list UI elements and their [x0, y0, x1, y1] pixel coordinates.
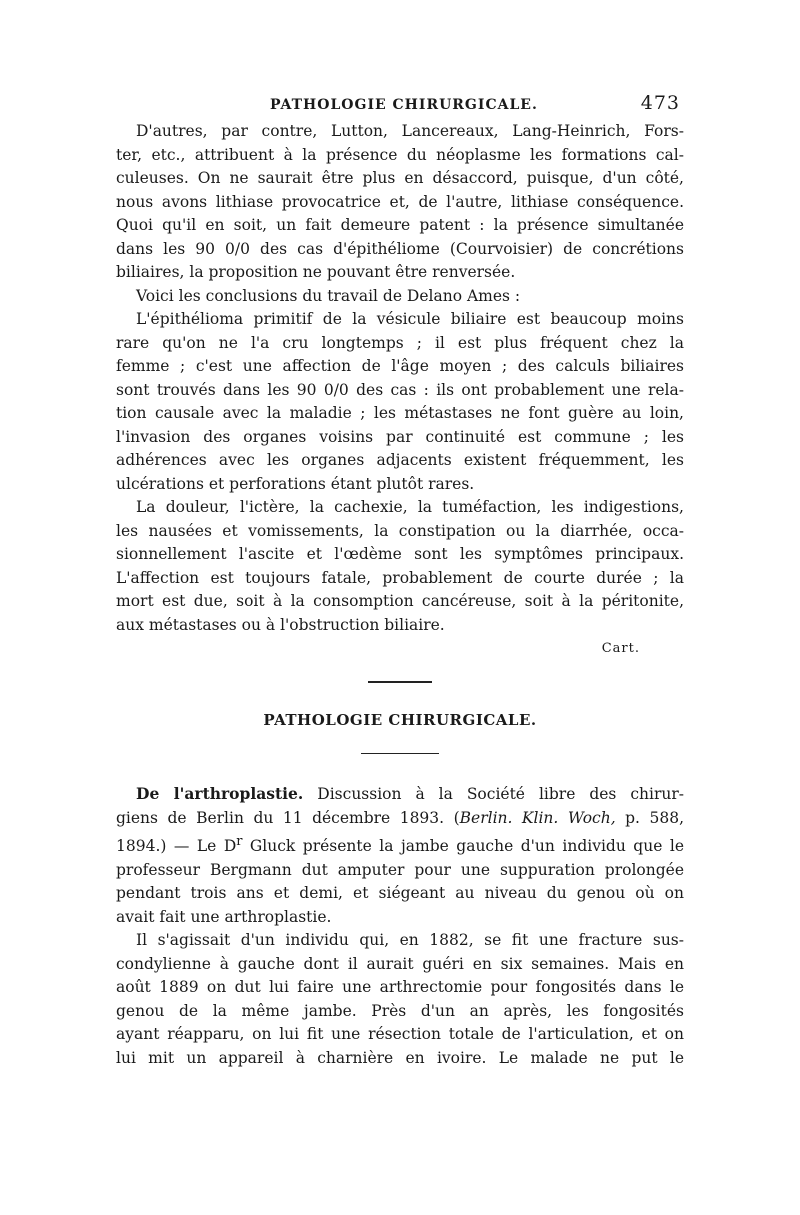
article-lead: De l'arthroplastie.: [136, 784, 304, 803]
text-line: La douleur, l'ictère, la cachexie, la tuméfaction, les indigestions,: [136, 498, 684, 516]
paragraph-2: [116, 285, 684, 309]
text-line: culeuses. On ne saurait être plus en désaccord, puisque, d'un côté,: [116, 169, 684, 187]
text-line: rare qu'on ne l'a cru longtemps ; il est plus fréquent chez la: [116, 333, 684, 352]
text-line: ter, etc., attribuent à la présence du néoplasme les formations cal-: [116, 145, 684, 164]
text-line: l'invasion des organes voisins par continuité est commune ; les: [116, 427, 684, 446]
text-line: mort est due, soit à la consomption cancéreuse, soit à la péritonite,: [116, 592, 684, 610]
text-line: lui mit un appareil à charnière en ivoire. Le malade ne put le: [116, 1048, 684, 1067]
separator-rule: [368, 681, 432, 683]
text-line: [116, 830, 684, 859]
text-line: dans les 90 0/0 des cas d'épithéliome (Courvoisier) de concrétions: [116, 239, 684, 258]
citation-journal: Berlin. Klin. Woch,: [459, 808, 616, 827]
running-head: [116, 92, 684, 120]
text-segment: Gluck présente la jambe gauche d'un individu que le: [242, 837, 684, 856]
text-line: sionnellement l'ascite et l'œdème sont les symptômes principaux.: [116, 545, 684, 563]
paragraph-1: [116, 120, 684, 285]
text-line: tion causale avec la maladie ; les métastases ne font guère au loin,: [116, 404, 684, 422]
running-title: PATHOLOGIE CHIRURGICALE.: [270, 97, 538, 113]
spacer: [116, 754, 684, 782]
text-line: D'autres, par contre, Lutton, Lancereaux, Lang-Heinrich, Fors-: [136, 122, 684, 140]
text-line: aux métastases ou à l'obstruction biliaire.: [116, 615, 445, 634]
text-line: L'affection est toujours fatale, probablement de courte durée ; la: [116, 568, 684, 587]
text-line: pendant trois ans et demi, et siégeant au niveau du genou où on: [116, 884, 684, 903]
text-line: ulcérations et perforations étant plutôt rares.: [116, 474, 475, 493]
signature: Cart.: [601, 641, 640, 656]
text-segment: p. 588,: [615, 808, 684, 827]
text-line: professeur Bergmann dut amputer pour une suppuration prolongée: [116, 860, 684, 879]
superscript: r: [236, 834, 243, 849]
paragraph-3: [116, 308, 684, 496]
text-line: condylienne à gauche dont il aurait guéri en six semaines. Mais en: [116, 954, 684, 973]
page-number: 473: [640, 92, 680, 114]
text-line: [116, 782, 684, 807]
text-line: Quoi qu'il en soit, un fait demeure patent : la présence simultanée: [116, 216, 684, 234]
text-line: les nausées et vomissements, la constipation ou la diarrhée, occa-: [116, 521, 684, 540]
text-line: femme ; c'est une affection de l'âge moyen ; des calculs biliaires: [116, 357, 684, 375]
text-line: [116, 807, 684, 831]
text-line: avait fait une arthroplastie.: [116, 907, 332, 926]
section-title: PATHOLOGIE CHIRURGICALE.: [263, 710, 537, 729]
text-line: Il s'agissait d'un individu qui, en 1882, se fit une fracture sus-: [136, 931, 684, 950]
text-line: adhérences avec les organes adjacents existent fréquemment, les: [116, 451, 684, 469]
text-line: biliaires, la proposition ne pouvant être renversée.: [116, 263, 516, 281]
text-line: Voici les conclusions du travail de Delano Ames :: [136, 286, 521, 305]
text-line: genou de la même jambe. Près d'un an après, les fongosités: [116, 1001, 684, 1020]
text-segment: giens de Berlin du 11 décembre 1893. (: [116, 808, 460, 827]
text-line: août 1889 on dut lui faire une arthrectomie pour fongosités dans le: [116, 978, 684, 997]
article-paragraph: [116, 782, 684, 929]
text-line: L'épithélioma primitif de la vésicule biliaire est beaucoup moins: [136, 310, 684, 328]
text-line: sont trouvés dans les 90 0/0 des cas : ils ont probablement une rela-: [116, 380, 684, 399]
paragraph-4: [116, 496, 684, 637]
text-segment: Discussion à la Société libre des chirur-: [303, 785, 685, 803]
paragraph-6: [116, 929, 684, 1070]
text-segment: 1894.) — Le D: [116, 837, 237, 856]
text-line: nous avons lithiase provocatrice et, de l'autre, lithiase conséquence.: [116, 192, 684, 211]
text-line: ayant réapparu, on lui fit une résection totale de l'articulation, et on: [116, 1025, 684, 1044]
page: [116, 92, 684, 1070]
